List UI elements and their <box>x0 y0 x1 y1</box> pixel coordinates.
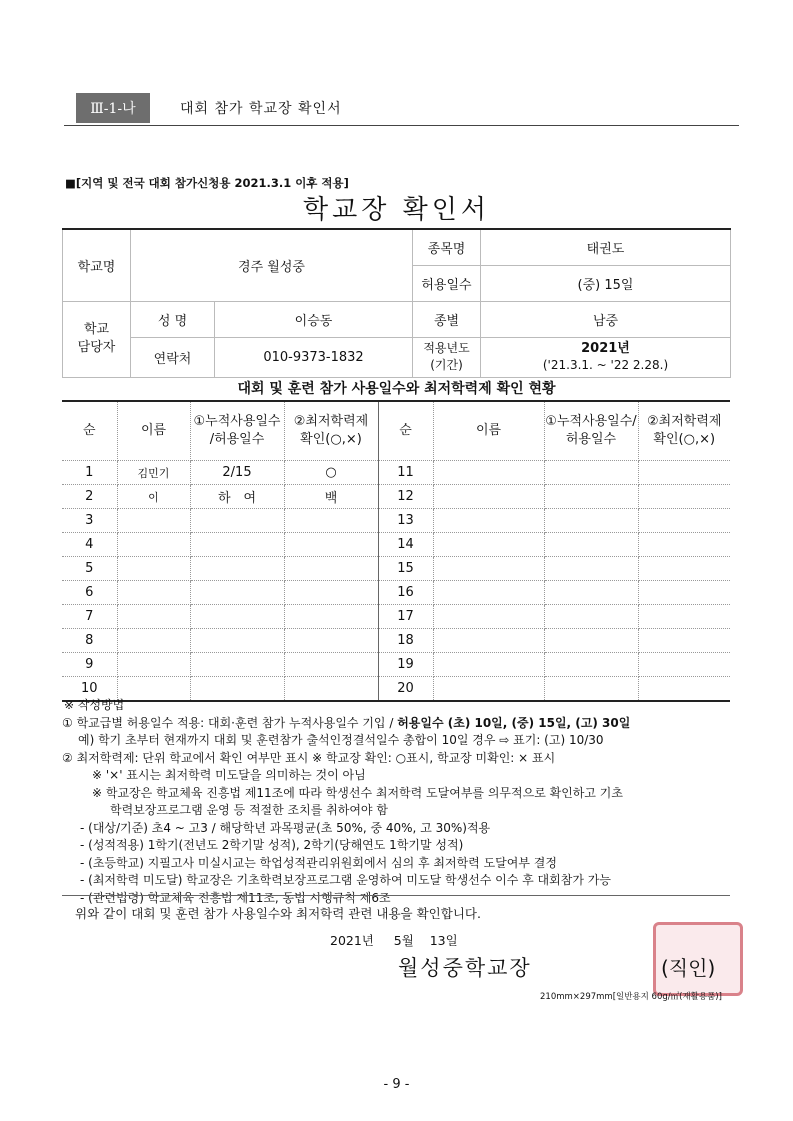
table-cell <box>544 461 638 485</box>
table-cell <box>117 629 190 653</box>
table-cell <box>544 533 638 557</box>
table-cell <box>190 629 284 653</box>
instruction-item-1 <box>62 715 752 733</box>
allowed-days-value: (중) 15일 <box>481 265 731 301</box>
table-cell <box>284 629 378 653</box>
table-header-cell: 이름 <box>433 401 544 461</box>
application-note: ■[지역 및 전국 대회 참가신청용 2021.3.1 이후 적용] <box>65 176 349 190</box>
table-cell <box>190 557 284 581</box>
table-row <box>62 509 730 533</box>
table-cell <box>638 485 730 509</box>
table-cell <box>638 557 730 581</box>
name-label: 성 명 <box>131 301 215 337</box>
signing-date <box>330 931 458 949</box>
apply-year-label-2: (기간) <box>430 358 463 372</box>
table-cell: 10 <box>62 677 117 702</box>
instruction-item-1-text: ① 학교급별 허용일수 적용: 대회·훈련 참가 누적사용일수 기입 / <box>62 715 398 730</box>
table-row <box>62 461 730 485</box>
instruction-bullet: - (관련법령) 학교체육 진흥법 제11조, 동법 시행규칙 제6조 <box>80 890 391 905</box>
table-cell <box>544 605 638 629</box>
section-title: 대회 참가 학교장 확인서 <box>180 101 342 117</box>
principal-title: 월성중학교장 <box>398 956 532 980</box>
table-cell <box>544 485 638 509</box>
table-cell <box>544 581 638 605</box>
table-cell <box>433 461 544 485</box>
table-cell <box>433 533 544 557</box>
table-cell <box>433 509 544 533</box>
table-cell: 16 <box>378 581 433 605</box>
document-title: 학교장 확인서 <box>303 195 490 225</box>
instruction-bullet: - (최저학력 미도달) 학교장은 기초학력보장프로그램 운영하여 미도달 학생선수 이수 후 대회참가 가능 <box>80 873 611 887</box>
table-cell <box>544 509 638 533</box>
instructions-heading: ※ 작성방법 <box>64 698 125 712</box>
table-cell <box>433 581 544 605</box>
table-cell: 19 <box>378 653 433 677</box>
event-label: 종목명 <box>413 229 481 265</box>
table-row <box>62 629 730 653</box>
table-cell <box>638 533 730 557</box>
page-number: - 9 - <box>383 1077 410 1092</box>
date-month: 5월 <box>393 933 414 948</box>
apply-year-value <box>481 337 731 377</box>
table-cell <box>284 533 378 557</box>
apply-year-value-2: ('21.3.1. ~ '22 2.28.) <box>542 358 669 372</box>
table-cell <box>638 461 730 485</box>
table-cell <box>284 557 378 581</box>
section-number-box: Ⅲ-1-나 <box>76 93 150 123</box>
table-header-cell: ①누적사용일수 /허용일수 <box>190 401 284 461</box>
table-cell <box>638 581 730 605</box>
instruction-item-2-note-a: ※ '×' 표시는 최저학력 미도달을 의미하는 것이 아님 <box>92 768 366 782</box>
apply-year-label <box>413 337 481 377</box>
bottom-rule <box>62 895 730 896</box>
table-cell <box>190 533 284 557</box>
table-cell: 7 <box>62 605 117 629</box>
table-cell <box>284 581 378 605</box>
table-cell <box>190 509 284 533</box>
table-cell <box>638 629 730 653</box>
table-cell <box>544 557 638 581</box>
event-value: 태권도 <box>481 229 731 265</box>
name-value: 이승동 <box>215 301 413 337</box>
instruction-bullet: - (대상/기준) 초4 ~ 고3 / 해당학년 과목평균(초 50%, 중 40%, 고 30%)적용 <box>80 820 491 835</box>
contact-label: 연락처 <box>131 337 215 377</box>
table-cell <box>433 485 544 509</box>
apply-year-value-1: 2021년 <box>581 341 630 356</box>
category-label: 종별 <box>413 301 481 337</box>
table-row <box>62 485 730 509</box>
table-cell: 13 <box>378 509 433 533</box>
table-cell <box>433 629 544 653</box>
date-day: 13일 <box>429 933 458 948</box>
table-cell: 5 <box>62 557 117 581</box>
table-cell: 하 여 <box>190 485 284 509</box>
instruction-item-2-note-b: ※ 학교장은 학교체육 진흥법 제11조에 따라 학생선수 최저학력 도달여부를 의무적으로 확인하고 기초 <box>92 785 623 800</box>
table-cell: ○ <box>284 461 378 485</box>
instruction-item-1-bold: 허용일수 (초) 10일, (중) 15일, (고) 30일 <box>397 715 631 730</box>
status-subtitle: 대회 및 훈련 참가 사용일수와 최저학력제 확인 현황 <box>237 381 556 397</box>
table-cell <box>284 605 378 629</box>
table-cell: 2 <box>62 485 117 509</box>
table-cell <box>117 653 190 677</box>
table-row <box>62 653 730 677</box>
table-header-cell: ①누적사용일수/ 허용일수 <box>544 401 638 461</box>
table-cell: 8 <box>62 629 117 653</box>
table-cell <box>190 581 284 605</box>
participation-table <box>62 400 730 702</box>
table-cell: 이 <box>117 485 190 509</box>
table-cell: 17 <box>378 605 433 629</box>
table-cell: 14 <box>378 533 433 557</box>
instruction-item-2: ② 최저학력제: 단위 학교에서 확인 여부만 표시 ※ 학교장 확인: ○표시, 학교장 미확인: × 표시 <box>62 750 556 765</box>
seal-label: (직인) <box>661 956 716 980</box>
table-cell <box>190 653 284 677</box>
instruction-bullet: - (초등학교) 지필고사 미실시교는 학업성적관리위원회에서 심의 후 최저학력 도달여부 결정 <box>80 855 557 870</box>
table-cell <box>433 605 544 629</box>
staff-label-text: 학교 담당자 <box>77 322 116 355</box>
paper-spec-note: 210mm×297mm[일반용지 60g/㎡(재활용품)] <box>540 992 722 1002</box>
school-value: 경주 월성중 <box>131 229 413 301</box>
table-cell <box>117 557 190 581</box>
table-cell: 김민기 <box>117 461 190 485</box>
table-cell: 18 <box>378 629 433 653</box>
instruction-item-1-example: 예) 학기 초부터 현재까지 대회 및 훈련참가 출석인정결석일수 총합이 10일 경우 ⇨ 표기: (고) 10/30 <box>78 733 604 747</box>
table-cell <box>544 653 638 677</box>
table-cell: 3 <box>62 509 117 533</box>
table-cell <box>117 533 190 557</box>
table-cell: 9 <box>62 653 117 677</box>
table-cell: 15 <box>378 557 433 581</box>
table-cell <box>117 605 190 629</box>
instruction-bullet: - (성적적용) 1학기(전년도 2학기말 성적), 2학기(당해연도 1학기말 성적) <box>80 838 464 852</box>
table-cell <box>638 605 730 629</box>
apply-year-label-1: 적용년도 <box>423 341 470 355</box>
table-row <box>62 605 730 629</box>
date-year: 2021년 <box>330 933 374 948</box>
table-cell <box>638 653 730 677</box>
table-cell <box>190 605 284 629</box>
instructions <box>62 697 752 907</box>
table-cell <box>544 629 638 653</box>
table-cell <box>284 509 378 533</box>
info-table <box>62 228 731 378</box>
table-cell: 2/15 <box>190 461 284 485</box>
staff-label <box>63 301 131 377</box>
table-cell: 4 <box>62 533 117 557</box>
table-header-cell: 순 <box>62 401 117 461</box>
table-cell: 11 <box>378 461 433 485</box>
table-cell <box>117 509 190 533</box>
table-cell <box>284 653 378 677</box>
table-cell <box>638 509 730 533</box>
table-header-cell: 이름 <box>117 401 190 461</box>
table-cell <box>433 653 544 677</box>
table-row <box>62 557 730 581</box>
table-cell: 1 <box>62 461 117 485</box>
table-row <box>62 533 730 557</box>
instruction-item-2-note-c: 학력보장프로그램 운영 등 적절한 조치를 취하여야 함 <box>110 803 388 817</box>
school-label: 학교명 <box>63 229 131 301</box>
table-cell: 백 <box>284 485 378 509</box>
contact-value: 010-9373-1832 <box>215 337 413 377</box>
confirmation-statement: 위와 같이 대회 및 훈련 참가 사용일수와 최저학력 관련 내용을 확인합니다. <box>75 906 481 921</box>
allowed-days-label: 허용일수 <box>413 265 481 301</box>
table-cell: 6 <box>62 581 117 605</box>
category-value: 남중 <box>481 301 731 337</box>
table-header-cell: 순 <box>378 401 433 461</box>
table-header-cell: ②최저학력제 확인(○,×) <box>638 401 730 461</box>
table-cell: 12 <box>378 485 433 509</box>
table-cell <box>433 557 544 581</box>
header-rule <box>64 125 739 126</box>
table-cell <box>117 581 190 605</box>
table-cell: 20 <box>378 677 433 702</box>
table-header-cell: ②최저학력제 확인(○,×) <box>284 401 378 461</box>
table-row <box>62 581 730 605</box>
table-header-row <box>62 401 730 461</box>
